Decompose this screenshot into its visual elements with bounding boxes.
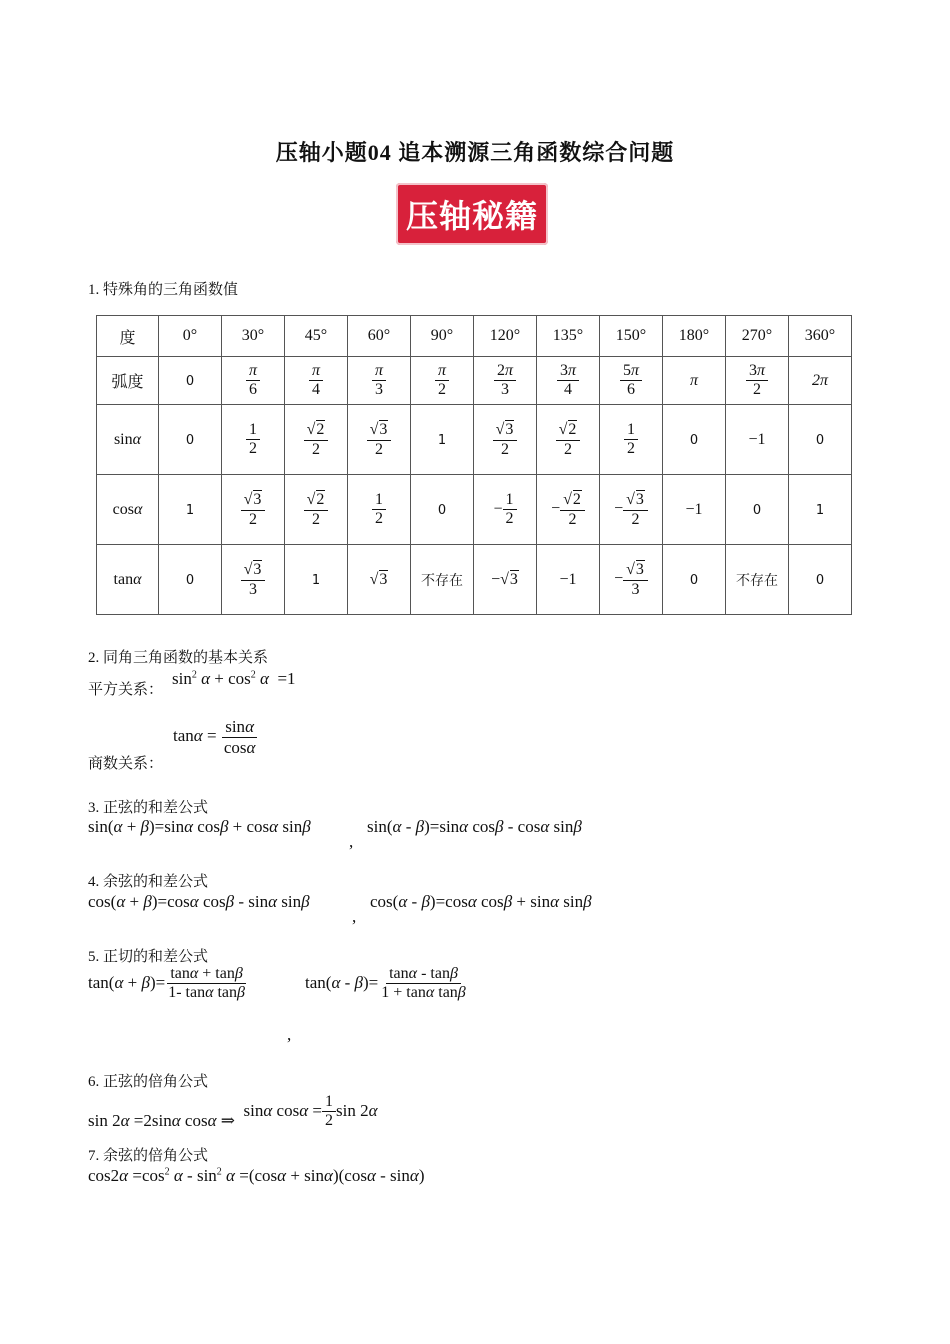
- cell: $\frac{√2}{2}$: [537, 405, 600, 475]
- square-relation-label: 平方关系：: [88, 682, 164, 698]
- cell: − $\frac{1}{2}$: [474, 475, 537, 545]
- cell: 不存在: [411, 545, 474, 615]
- cell: $\frac{√2}{2}$: [285, 475, 348, 545]
- trig-values-table: [96, 315, 852, 615]
- cell: 0: [789, 545, 852, 615]
- tan-diff-formula: tan(α - β)= $\frac{\tan\alpha - \tan\beta}{\text{1 + tanα tanβ}}$: [305, 965, 466, 1002]
- cell: $\frac{\pi}{2}$: [411, 357, 474, 405]
- cell: $\frac{1}{2}$: [348, 475, 411, 545]
- cell: 1: [789, 475, 852, 545]
- section-2-heading: 2. 同角三角函数的基本关系: [88, 650, 269, 666]
- cell: 135°: [537, 316, 600, 357]
- cell: −1: [663, 475, 726, 545]
- table-row-cos: [97, 475, 852, 545]
- quotient-relation-label: 商数关系：: [88, 756, 164, 772]
- section-6-heading: 6. 正弦的倍角公式: [88, 1074, 209, 1090]
- cell: π: [663, 357, 726, 405]
- cell: 0: [159, 357, 222, 405]
- cell: 150°: [600, 316, 663, 357]
- comma: ,: [352, 907, 357, 926]
- cell: 90°: [411, 316, 474, 357]
- table-row-radians: [97, 357, 852, 405]
- sin-diff-formula: sin(α - β)=sinα cosβ - cosα sinβ: [367, 817, 582, 836]
- cell: 0°: [159, 316, 222, 357]
- section-4-heading: 4. 余弦的和差公式: [88, 874, 209, 890]
- cell: $\frac{\pi}{4}$: [285, 357, 348, 405]
- cos-double-formula: $\cos 2\alpha =\cos^2$ $\alpha - \sin^2 \alpha =(\cos\alpha + \sin\alpha)(\cos\alpha - \sin\alpha)$: [88, 1166, 425, 1185]
- cell: $\frac{3\pi}{2}$: [726, 357, 789, 405]
- cell: $\frac{√2}{2}$: [285, 405, 348, 475]
- cell: 0: [726, 475, 789, 545]
- row-header-radian: 弧度: [97, 357, 159, 405]
- comma: ,: [349, 832, 354, 851]
- quotient-relation-formula: tanα = $\frac{\sin\alpha}{\cos\alpha}$: [173, 717, 256, 757]
- cell: 1: [411, 405, 474, 475]
- square-relation-formula: $\sin^2 \alpha + \cos^2 \alpha =1$: [172, 669, 296, 688]
- section-5-heading: 5. 正切的和差公式: [88, 949, 209, 965]
- cell: − $\frac{√3}{3}$: [600, 545, 663, 615]
- cell: $\frac{1}{2}$: [222, 405, 285, 475]
- stamp-label: 压轴秘籍: [405, 197, 538, 235]
- cell: $\frac{3\pi}{4}$: [537, 357, 600, 405]
- cell: 0: [411, 475, 474, 545]
- row-header-tan: tanα: [97, 545, 159, 615]
- cell: $\frac{5\pi}{6}$: [600, 357, 663, 405]
- cell: $\frac{\pi}{3}$: [348, 357, 411, 405]
- cell: −1: [537, 545, 600, 615]
- cos-sum-formula: cos(α + β)=cosα cosβ - sinα sinβ: [88, 892, 310, 911]
- cell: 60°: [348, 316, 411, 357]
- cell: $\frac{√3}{2}$: [474, 405, 537, 475]
- section-1-heading: 1. 特殊角的三角函数值: [88, 282, 239, 298]
- cell: 270°: [726, 316, 789, 357]
- table-row-degrees: [97, 316, 852, 357]
- cell: $\frac{√3}{3}$: [222, 545, 285, 615]
- table-row-sin: [97, 405, 852, 475]
- cell: $\frac{1}{2}$: [600, 405, 663, 475]
- cell: −1: [726, 405, 789, 475]
- cell: $\frac{√3}{2}$: [222, 475, 285, 545]
- tan-sum-formula: tan(α + β)= $\frac{\tan\alpha + \tan\beta}{\text{1- tanα tanβ}}$: [88, 965, 245, 1002]
- row-header-sin: sinα: [97, 405, 159, 475]
- stamp-badge: [396, 183, 548, 245]
- cell: $\frac{√3}{2}$: [348, 405, 411, 475]
- section-3-heading: 3. 正弦的和差公式: [88, 800, 209, 816]
- cell: 180°: [663, 316, 726, 357]
- cell: $\frac{\pi}{6}$: [222, 357, 285, 405]
- cell: 0: [663, 545, 726, 615]
- comma: ,: [287, 1025, 292, 1044]
- cos-diff-formula: cos(α - β)=cosα cosβ + sinα sinβ: [370, 892, 592, 911]
- sin-sum-formula: sin(α + β)=sinα cosβ + cosα sinβ: [88, 817, 311, 836]
- cell: 0: [663, 405, 726, 475]
- cell: √3: [348, 545, 411, 615]
- cell: 不存在: [726, 545, 789, 615]
- cell: 1: [285, 545, 348, 615]
- cell: 30°: [222, 316, 285, 357]
- row-header-degree: 度: [97, 316, 159, 357]
- cell: 1: [159, 475, 222, 545]
- cell: −√3: [474, 545, 537, 615]
- table-row-tan: [97, 545, 852, 615]
- row-header-cos: cosα: [97, 475, 159, 545]
- cell: 360°: [789, 316, 852, 357]
- sin-double-formula: sin 2α =2sinα cosα ⇒ sinα cosα = $\frac{1}{2}$ sin 2α: [88, 1093, 378, 1130]
- cell: $\frac{2\pi}{3}$: [474, 357, 537, 405]
- page-title: 压轴小题04 追本溯源三角函数综合问题: [275, 140, 675, 165]
- cell: 2π: [789, 357, 852, 405]
- cell: 0: [159, 545, 222, 615]
- cell: 0: [159, 405, 222, 475]
- cell: 120°: [474, 316, 537, 357]
- cell: − $\frac{√3}{2}$: [600, 475, 663, 545]
- cell: 0: [789, 405, 852, 475]
- cell: − $\frac{√2}{2}$: [537, 475, 600, 545]
- section-7-heading: 7. 余弦的倍角公式: [88, 1148, 209, 1164]
- cell: 45°: [285, 316, 348, 357]
